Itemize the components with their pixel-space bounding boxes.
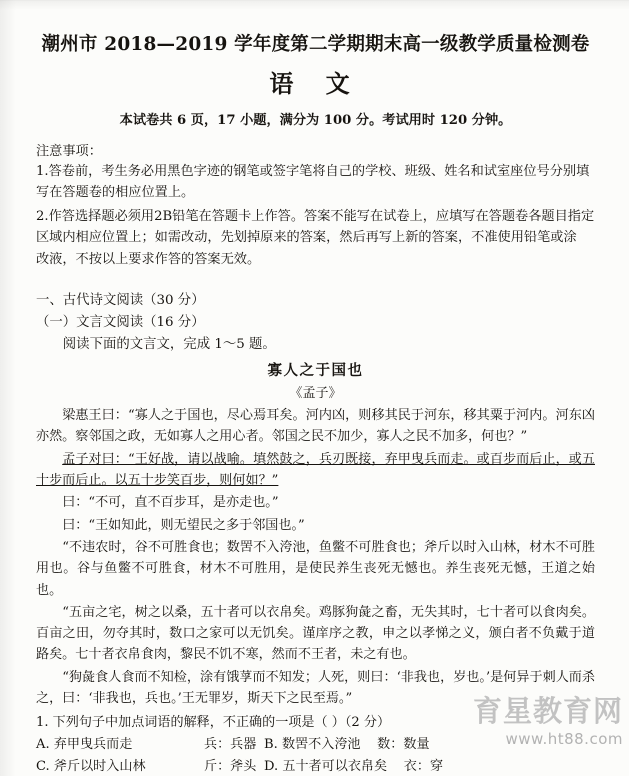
passage-paragraph-2 — [36, 449, 595, 492]
spacer — [36, 270, 595, 286]
notes-item-2 — [36, 206, 595, 270]
notes-item-1-line2: 写在答题卷的相应位置上。 — [36, 185, 195, 201]
section-1-heading: 一、古代诗文阅读（30 分） — [36, 292, 205, 308]
question-1-option-row — [36, 757, 595, 778]
passage-source: 《孟子》 — [289, 385, 342, 401]
option-b-text[interactable]: B. 数罟不入洿池 数：数量 — [264, 736, 430, 752]
section-1-instruction: 阅读下面的文言文，完成 1～5 题。 — [62, 336, 276, 352]
option-a-gloss: 兵：兵器 — [204, 736, 257, 752]
passage-title: 寡人之于国也 — [267, 361, 364, 379]
option-a-text[interactable]: A. 弃甲曳兵而走 — [36, 736, 133, 752]
subject-title: 语 文 — [269, 69, 362, 98]
passage-paragraph-5: “不违农时，谷不可胜食也；数罟不入洿池，鱼鳖不可胜食也；斧斤以时入山林，材木不可胜用也。谷与鱼鳖不可胜食，材木不可胜用，是使民养生丧死无憾也。养生丧死无憾，王道之始也。 — [36, 539, 595, 598]
notes-item-2-line1: 2.作答选择题必须用2B铅笔在答题卡上作答。答案不能写在试卷上，应填写在答题卷各题目指定 — [36, 208, 595, 224]
notes-heading: 注意事项： — [36, 144, 102, 159]
passage-paragraph-4: 曰：“王如知此，则无望民之多于邻国也。” — [62, 517, 305, 533]
watermark-title: 育星教育网 — [472, 694, 623, 728]
section-1-subheading: （一）文言文阅读（16 分） — [36, 314, 205, 330]
paper-meta: 本试卷共 6 页，17 小题，满分为 100 分。考试用时 120 分钟。 — [119, 113, 512, 128]
question-1-stem: 1. 下列句子中加点词语的解释，不正确的一项是（ ）（2 分） — [36, 715, 391, 731]
scan-edge-shadow-left — [0, 0, 16, 776]
option-c-text[interactable]: C. 斧斤以时入山林 — [36, 758, 146, 774]
notes-item-1 — [36, 161, 595, 204]
notes-item-2-line2: 区域内相应位置上；如需改动，先划掉原来的答案，然后再写上新的答案，不准使用铅笔或涂 — [36, 230, 577, 246]
option-c-gloss: 斤：斧头 — [204, 758, 257, 774]
passage-paragraph-1: 梁惠王曰：“寡人之于国也，尽心焉耳矣。河内凶，则移其民于河东，移其粟于河内。河东凶亦然。察邻国之政，无如寡人之用心者。邻国之民不加少，寡人之民不加多，何也？” — [36, 407, 595, 445]
watermark-url: www.ht88.com — [505, 730, 623, 748]
notes-item-1-line1: 1.答卷前，考生务必用黑色字迹的钢笔或签字笔将自己的学校、班级、姓名和试室座位号分别填 — [36, 164, 590, 179]
passage-underline-1: 孟子对曰：“王好战，请以战喻。填然鼓之，兵刃既接，弃甲曳兵而走。或百步而后止，或五十步而后止。以五十步笑百步，则何如？” — [36, 451, 595, 488]
option-d-text[interactable]: D. 五十者可以衣帛矣 衣：穿 — [264, 758, 444, 774]
page-title: 潮州市 2018—2019 学年度第二学期期末高一级教学质量检测卷 — [41, 34, 590, 55]
scan-edge-shadow-top — [0, 0, 629, 10]
passage-paragraph-3: 曰：“不可，直不百步耳，是亦走也。” — [62, 495, 279, 511]
notes-item-2-line3: 改液，不按以上要求作答的答案无效。 — [36, 251, 261, 267]
passage-paragraph-6: “五亩之宅，树之以桑，五十者可以衣帛矣。鸡豚狗彘之畜，无失其时，七十者可以食肉矣。百亩之田，勿夺其时，数口之家可以无饥矣。谨庠序之教，申之以孝悌之义，颁白者不负戴于道路矣。七十者衣帛食肉，黎民不饥不寒，然而不王者，未之有也。 — [36, 604, 595, 663]
passage-paragraph-7: “狗彘食人食而不知检，涂有饿莩而不知发；人死，则曰：‘非我也，岁也。’是何异于刺人而杀之，曰：‘非我也，兵也。’王无罪岁，斯天下之民至焉。” — [36, 669, 595, 707]
question-1-option-row — [36, 735, 595, 756]
